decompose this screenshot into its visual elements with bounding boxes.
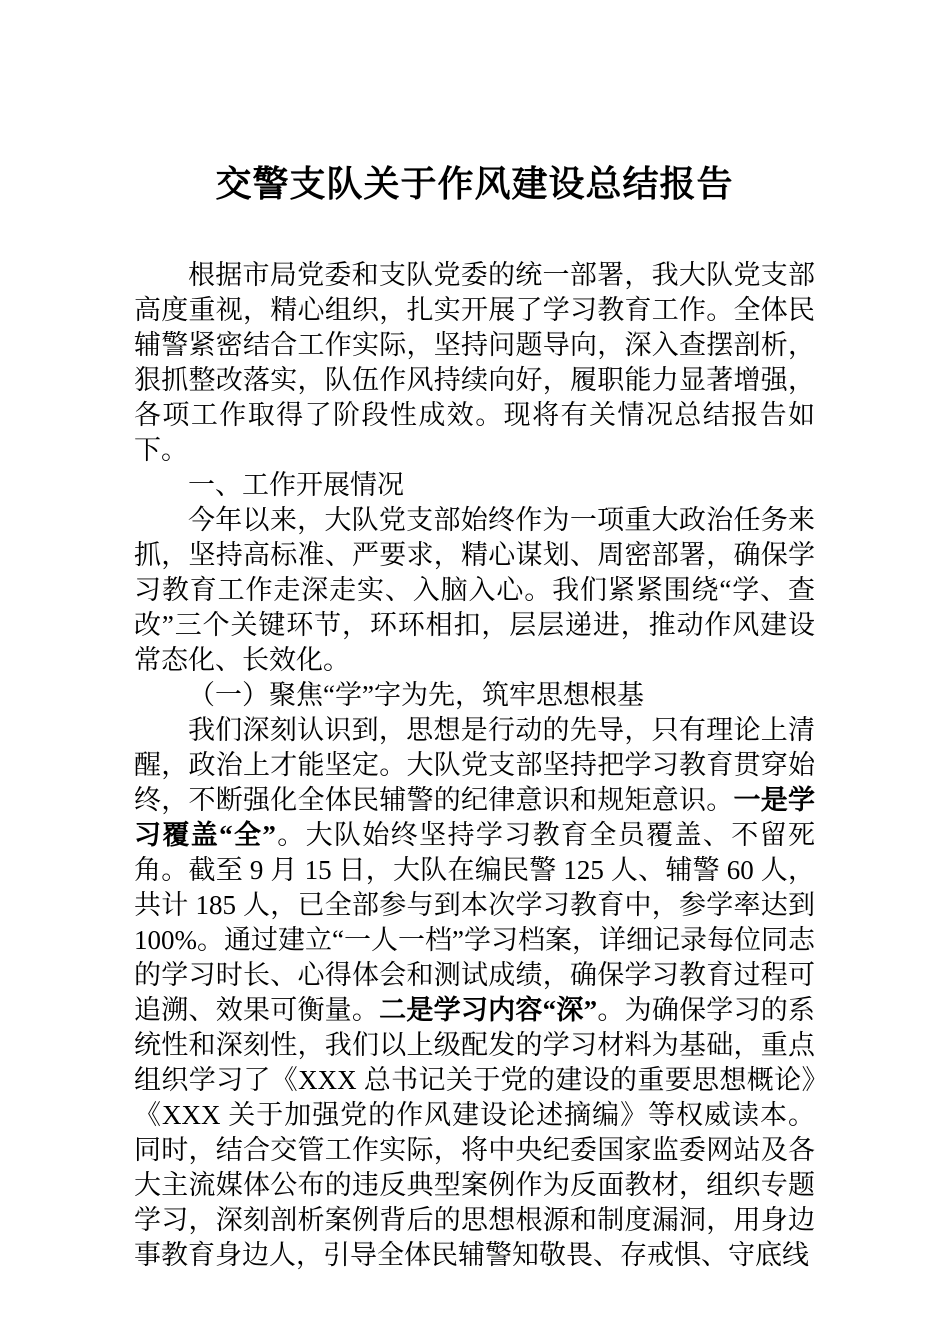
bold-emphasis-run: 二是学习内容“深” xyxy=(379,995,598,1025)
text-run: 我们深刻认识到，思想是行动的先导，只有理论上清醒，政治上才能坚定。大队党支部坚持把学习教育贯穿始终，不断强化全体民辅警的纪律意识和规矩意识。 xyxy=(134,715,815,815)
body-paragraph xyxy=(134,503,815,678)
bold-emphasis-run: 一是学习覆盖“全” xyxy=(134,785,815,850)
document-body xyxy=(134,258,815,1273)
text-run: 一、工作开展情况 xyxy=(188,470,404,500)
body-paragraph xyxy=(134,258,815,468)
text-run: 。为确保学习的系统性和深刻性，我们以上级配发的学习材料为基础，重点组织学习了《XXX 总书记关于党的建设的重要思想概论》《XXX 关于加强党的作风建设论述摘编》等权威读本。同时，结合交管工作实际，将中央纪委国家监委网站及各大主流媒体公布的违反典型案例作为反面教材，组织专题学习，深刻剖析案例背后的思想根源和制度漏洞，用身边事教育身边人，引导全体民辅警知敬畏、存戒惧、守底线 xyxy=(134,995,816,1270)
document-title: 交警支队关于作风建设总结报告 xyxy=(215,163,734,204)
text-run: 根据市局党委和支队党委的统一部署，我大队党支部高度重视，精心组织，扎实开展了学习教育工作。全体民辅警紧密结合工作实际，坚持问题导向，深入查摆剖析，狠抓整改落实，队伍作风持续向好，履职能力显著增强，各项工作取得了阶段性成效。现将有关情况总结报告如下。 xyxy=(134,260,815,465)
text-run: 。大队始终坚持学习教育全员覆盖、不留死角。截至 9 月 15 日，大队在编民警 125 人、辅警 60 人，共计 185 人，已全部参与到本次学习教育中，参学率达到 100%。通过建立“一人一档”学习档案，详细记录每位同志的学习时长、心得体会和测试成绩，确保学习教育过程可追溯、效果可衡量。 xyxy=(134,820,815,1025)
section-heading xyxy=(134,468,815,503)
text-run: （一）聚焦“学”字为先，筑牢思想根基 xyxy=(188,680,644,710)
body-paragraph xyxy=(134,713,815,1273)
section-heading xyxy=(134,678,815,713)
text-run: 今年以来，大队党支部始终作为一项重大政治任务来抓，坚持高标准、严要求，精心谋划、周密部署，确保学习教育工作走深走实、入脑入心。我们紧紧围绕“学、查改”三个关键环节，环环相扣，层层递进，推动作风建设常态化、长效化。 xyxy=(134,505,815,675)
